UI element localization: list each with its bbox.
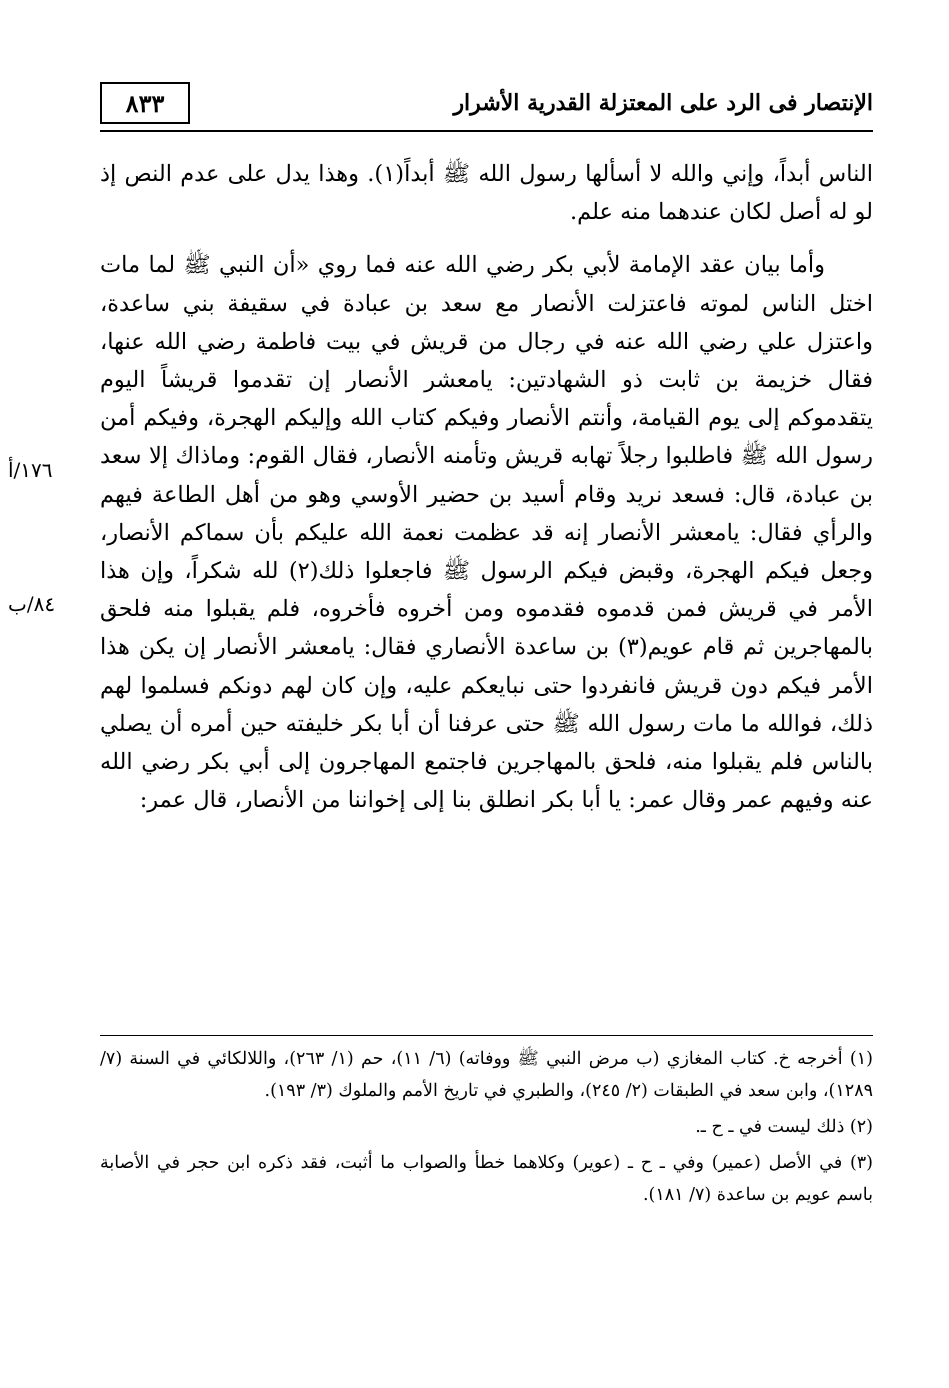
footnote-3: (٣) في الأصل (عمير) وفي ـ ح ـ (عوير) وكلاهما خطأ والصواب ما أثبت، فقد ذكره ابن حجر في الأصابة باسم عويم بن ساعدة (٧/ ١٨١). bbox=[100, 1153, 873, 1205]
footnote-2: (٢) ذلك ليست في ـ ح ـ. bbox=[695, 1117, 873, 1137]
margin-note-folio-176a: ١٧٦/أ bbox=[8, 458, 53, 482]
page-number: ٨٣٣ bbox=[100, 82, 190, 124]
running-title: الإنتصار فى الرد على المعتزلة القدرية الأشرار bbox=[453, 90, 873, 116]
footnote-separator bbox=[100, 1035, 873, 1036]
main-text bbox=[100, 155, 873, 819]
page-header bbox=[100, 82, 873, 134]
paragraph-2: وأما بيان عقد الإمامة لأبي بكر رضي الله عنه فما روي «أن النبي ﷺ لما مات اختل الناس لموته فاعتزلت الأنصار مع سعد بن عبادة في سقيفة بني ساعدة، واعتزل علي رضي الله عنه في رجال من قريش في بيت فاطمة رضي الله عنها، فقال خزيمة بن ثابت ذو الشهادتين: يامعشر الأنصار إن تقدموا قريشاً اليوم يتقدموكم إلى يوم القيامة، وأنتم الأنصار وفيكم كتاب الله وإليكم الهجرة، وفيكم أمن رسول الله ﷺ فاطلبوا رجلاً تهابه قريش وتأمنه الأنصار، فقال القوم: وماذاك إلا سعد بن عبادة، قال: فسعد نريد وقام أسيد بن حضير الأوسي وهو من أهل الطاعة فيهم والرأي فقال: يامعشر الأنصار إنه قد عظمت نعمة الله عليكم بأن سماكم الأنصار، وجعل فيكم الهجرة، وقبض فيكم الرسول ﷺ فاجعلوا ذلك(٢) لله شكراً، وإن هذا الأمر في قريش فمن قدموه فقدموه ومن أخروه فأخروه، فلم يقبلوا منه فلحق بالمهاجرين ثم قام عويم(٣) بن ساعدة الأنصاري فقال: يامعشر الأنصار إن يكن هذا الأمر فيكم دون قريش فانفردوا حتى نبايعكم عليه، وإن كان لهم دونكم فسلموا لهم ذلك، فوالله ما مات رسول الله ﷺ حتى عرفنا أن أبا بكر خليفته حين أمره أن يصلي بالناس فلم يقبلوا منه، فلحق بالمهاجرين فاجتمع المهاجرون إلى أبي بكر رضي الله عنه وفيهم عمر وقال عمر: يا أبا بكر انطلق بنا إلى إخواننا من الأنصار، قال عمر: bbox=[100, 252, 873, 814]
footnotes bbox=[100, 1043, 873, 1215]
footnote-1: (١) أخرجه خ. كتاب المغازي (ب مرض النبي ﷺ ووفاته) (٦/ ١١)، حم (١/ ٢٦٣)، واللالكائي في السنة (٧/ ١٢٨٩)، وابن سعد في الطبقات (٢/ ٢٤٥)، والطبري في تاريخ الأمم والملوك (٣/ ١٩٣). bbox=[100, 1049, 873, 1101]
paragraph-1: الناس أبداً، وإني والله لا أسألها رسول الله ﷺ أبداً(١). وهذا يدل على عدم النص إذ لو له أصل لكان عندهما منه علم. bbox=[100, 161, 873, 226]
margin-note-folio-84b: ٨٤/ب bbox=[8, 592, 56, 616]
header-rule bbox=[100, 130, 873, 132]
